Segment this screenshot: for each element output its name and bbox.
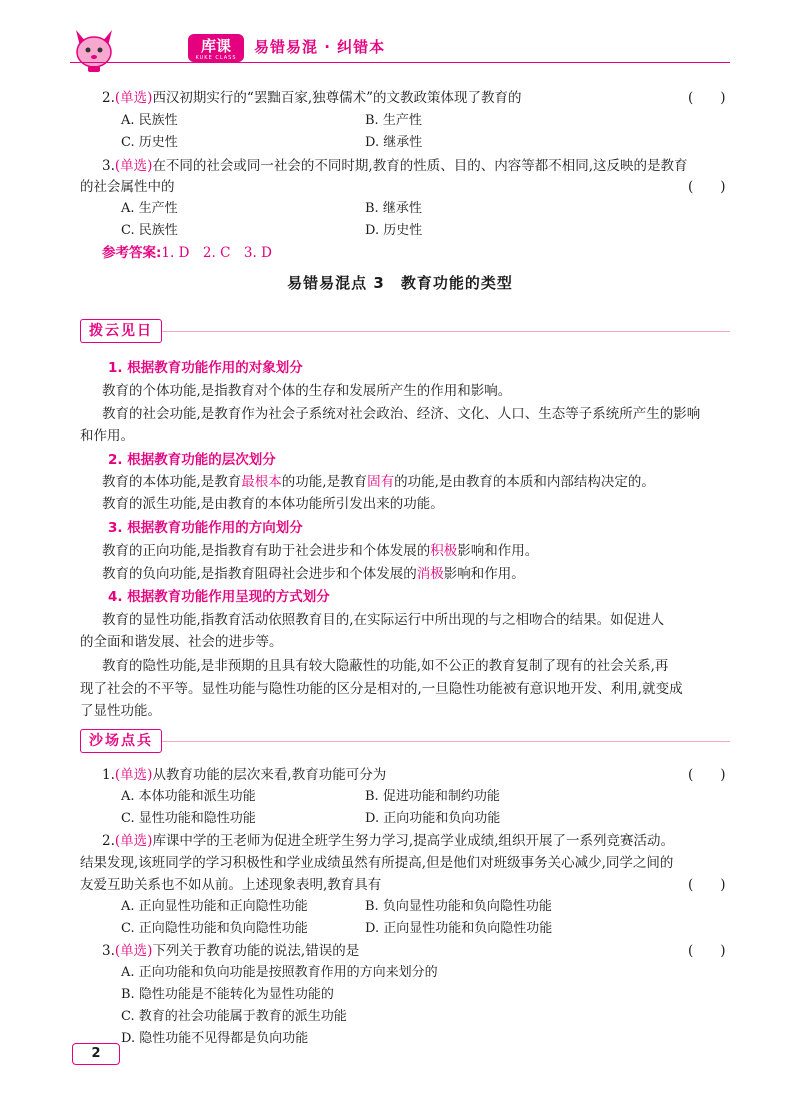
brand-logo: 库课 KUKE CLASS	[188, 34, 244, 62]
section-label-box: 拨云见日	[80, 319, 162, 343]
option-a: A. 正向显性功能和正向隐性功能	[121, 899, 308, 914]
divider	[80, 741, 730, 742]
paragraph: 教育的负向功能,是指教育阻碍社会进步和个体发展的消极影响和作用。	[102, 566, 525, 582]
page-number: 2	[72, 1043, 120, 1065]
series-title: 易错易混 · 纠错本	[254, 38, 386, 56]
option-c: C. 民族性	[121, 223, 178, 238]
answer-blank: ( )	[688, 943, 726, 959]
option-b: B. 促进功能和制约功能	[365, 789, 500, 804]
answer-blank: ( )	[688, 90, 726, 106]
option-d: D. 历史性	[365, 223, 423, 238]
option-b: B. 隐性功能是不能转化为显性功能的	[121, 987, 334, 1002]
paragraph: 教育的本体功能,是教育最根本的功能,是教育固有的功能,是由教育的本质和内部结构决定的。	[102, 474, 655, 490]
page-header	[58, 20, 758, 80]
option-d: D. 正向显性功能和负向隐性功能	[365, 921, 553, 936]
paragraph: 教育的正向功能,是指教育有助于社会进步和个体发展的积极影响和作用。	[102, 543, 539, 559]
answer-blank: ( )	[688, 767, 726, 783]
option-b: B. 生产性	[365, 113, 422, 128]
question-stem: 1.(单选)从教育功能的层次来看,教育功能可分为	[102, 767, 387, 783]
question-stem: 2.(单选)库课中学的王老师为促进全班学生努力学习,提高学业成绩,组织开展了一系列竞赛活动。	[102, 833, 675, 849]
question-stem: 3.(单选)在不同的社会或同一社会的不同时期,教育的性质、目的、内容等都不相同,这反映的是教育	[102, 158, 688, 174]
question-stem-cont: 友爱互助关系也不如从前。上述现象表明,教育具有	[80, 877, 382, 893]
option-a: A. 生产性	[121, 201, 178, 216]
paragraph: 教育的派生功能,是由教育的本体功能所引发出来的功能。	[102, 496, 444, 512]
subheading: 3. 根据教育功能作用的方向划分	[108, 520, 303, 536]
fox-mascot-icon	[72, 26, 116, 72]
option-c: C. 历史性	[121, 135, 178, 150]
header-divider	[70, 62, 730, 63]
option-c: C. 教育的社会功能属于教育的派生功能	[121, 1009, 347, 1024]
question-stem-cont: 结果发现,该班同学的学习积极性和学业成绩虽然有所提高,但是他们对班级事务关心减少,同学之间的	[80, 855, 674, 871]
answer-blank: ( )	[688, 877, 726, 893]
option-d: D. 隐性功能不见得都是负向功能	[121, 1031, 309, 1046]
section-label-box: 沙场点兵	[80, 729, 162, 753]
question-stem: 3.(单选)下列关于教育功能的说法,错误的是	[102, 943, 360, 959]
subheading: 2. 根据教育功能的层次划分	[108, 452, 276, 468]
paragraph: 教育的隐性功能,是非预期的且具有较大隐蔽性的功能,如不公正的教育复制了现有的社会关系,再	[102, 658, 669, 674]
answer-blank: ( )	[688, 179, 726, 195]
option-d: D. 继承性	[365, 135, 423, 150]
divider	[80, 331, 730, 332]
question-stem: 2.(单选)西汉初期实行的“罢黜百家,独尊儒术”的文教政策体现了教育的	[102, 90, 522, 106]
option-a: A. 本体功能和派生功能	[121, 789, 256, 804]
option-c: C. 正向隐性功能和负向隐性功能	[121, 921, 308, 936]
option-b: B. 负向显性功能和负向隐性功能	[365, 899, 552, 914]
option-a: A. 正向功能和负向功能是按照教育作用的方向来划分的	[121, 965, 438, 980]
option-a: A. 民族性	[121, 113, 178, 128]
paragraph: 教育的个体功能,是指教育对个体的生存和发展所产生的作用和影响。	[102, 383, 512, 399]
paragraph: 了显性功能。	[80, 703, 161, 719]
subheading: 4. 根据教育功能作用呈现的方式划分	[108, 589, 330, 605]
paragraph: 现了社会的不平等。显性功能与隐性功能的区分是相对的,一旦隐性功能被有意识地开发、利用,就变成	[80, 681, 683, 697]
option-d: D. 正向功能和负向功能	[365, 811, 501, 826]
paragraph: 教育的显性功能,指教育活动依照教育目的,在实际运行中所出现的与之相吻合的结果。如促进人	[102, 612, 665, 628]
section-title: 易错易混点 3 教育功能的类型	[287, 274, 513, 292]
subheading: 1. 根据教育功能作用的对象划分	[108, 360, 303, 376]
answer-key: 参考答案:1. D 2. C 3. D	[102, 245, 272, 261]
paragraph: 的全面和谐发展、社会的进步等。	[80, 634, 283, 650]
option-c: C. 显性功能和隐性功能	[121, 811, 256, 826]
option-b: B. 继承性	[365, 201, 422, 216]
paragraph: 教育的社会功能,是教育作为社会子系统对社会政治、经济、文化、人口、生态等子系统所产生的影响	[102, 406, 701, 422]
question-stem-cont: 的社会属性中的	[80, 179, 175, 195]
paragraph: 和作用。	[80, 428, 134, 444]
